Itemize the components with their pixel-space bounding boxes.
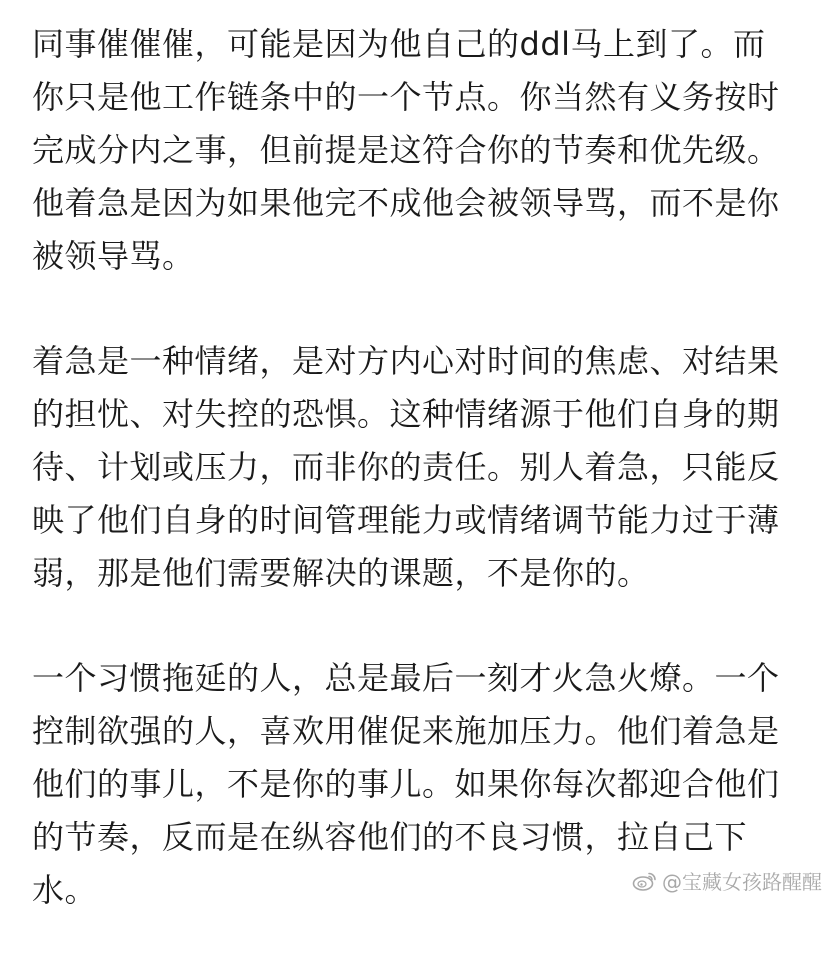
- text-line: 他着急是因为如果他完不成他会被领导骂，而不是你: [32, 184, 780, 222]
- text-line: 控制欲强的人，喜欢用催促来施加压力。他们着急是: [32, 712, 780, 750]
- text-line: 同事催催催，可能是因为他自己的ddl马上到了。而: [32, 25, 766, 63]
- text-line: 着急是一种情绪，是对方内心对时间的焦虑、对结果: [32, 342, 780, 380]
- article-body: [32, 18, 812, 969]
- text-line: 完成分内之事，但前提是这符合你的节奏和优先级。: [32, 131, 780, 169]
- paragraph-1: [32, 18, 812, 283]
- text-line: 待、计划或压力，而非你的责任。别人着急，只能反: [32, 448, 780, 486]
- text-line: 弱，那是他们需要解决的课题，不是你的。: [32, 554, 650, 592]
- text-line: 你只是他工作链条中的一个节点。你当然有义务按时: [32, 78, 780, 116]
- text-line: 被领导骂。: [32, 237, 195, 275]
- text-line: 的节奏，反而是在纵容他们的不良习惯，拉自己下: [32, 818, 748, 856]
- weibo-watermark: [632, 866, 822, 895]
- watermark-text: @宝藏女孩路醒醒: [662, 870, 822, 894]
- text-line: 的担忧、对失控的恐惧。这种情绪源于他们自身的期: [32, 395, 780, 433]
- text-line: 映了他们自身的时间管理能力或情绪调节能力过于薄: [32, 501, 780, 539]
- text-line: 一个习惯拖延的人，总是最后一刻才火急火燎。一个: [32, 659, 780, 697]
- text-line: 水。: [32, 871, 98, 909]
- paragraph-2: [32, 335, 812, 600]
- text-line: 他们的事儿，不是你的事儿。如果你每次都迎合他们: [32, 765, 780, 803]
- weibo-icon: [632, 870, 658, 892]
